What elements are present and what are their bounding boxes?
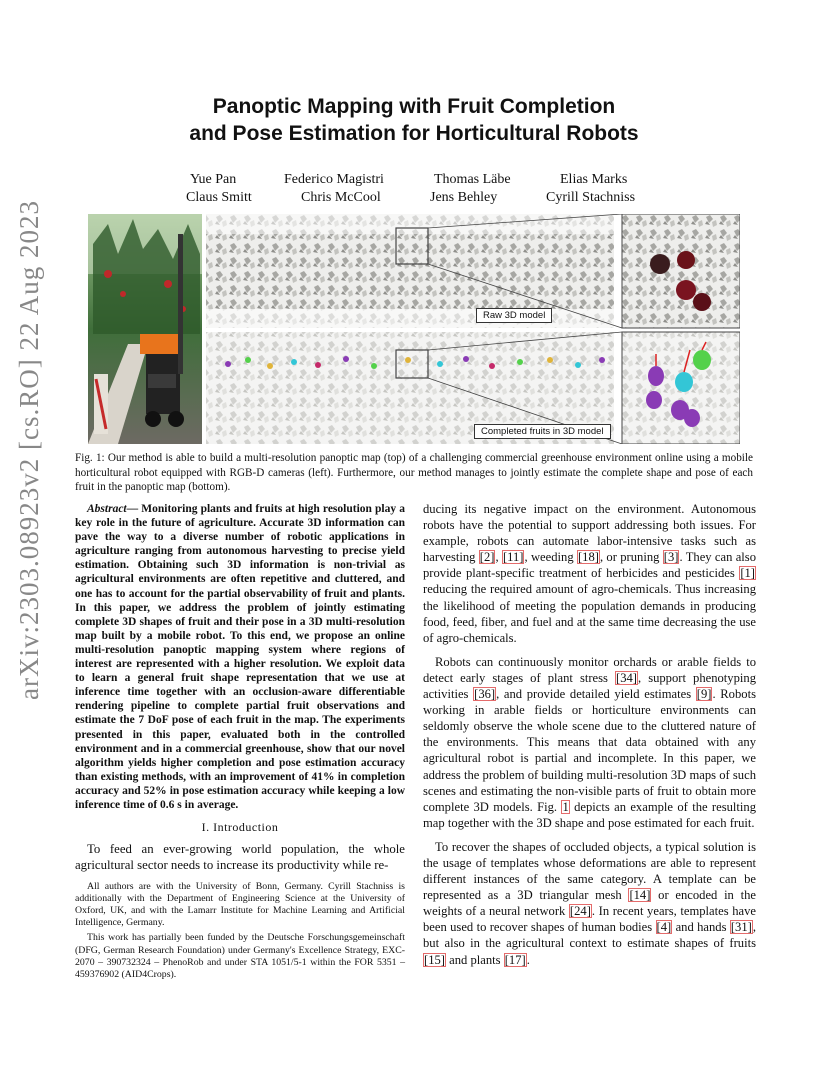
abstract-text: — Monitoring plants and fruits at high resolution play a key role in the future of agriculture. Accurate 3D information can pave the way to a diverse number of robotic applications in agriculture ranging from autonomous harvesting to precise yield estimation. Obtaining such 3D information is non-trivial as agricultural environments are often repetitive and cluttered, and one has to account for the partial observability of fruit and plants. In this paper, we address the problem of jointly estimating complete 3D shapes of fruit and their pose in a 3D multi-resolution map built by a mobile robot. To this end, we propose an online multi-resolution panoptic mapping system where regions of interest are represented with a higher resolution. We exploit data to learn a general fruit shape representation that we use at inference time together with an occlusion-aware differentiable rendering pipeline to complete partial fruit observations and estimate the 7 DoF pose of each fruit in the map. The experiments presented in this paper, evaluated both in the controlled environment and in a commercial greenhouse, show that our novel algorithm yields higher completion and pose estimation accuracy than existing methods, with an improvement of 41% in completion accuracy and 52% in pose estimation accuracy while keeping a low inference time of 0.6 s in average. bbox=[75, 503, 405, 811]
citation-link[interactable]: [24] bbox=[569, 904, 591, 919]
abstract bbox=[75, 502, 405, 812]
text-run: , support phenotyping activities bbox=[423, 670, 756, 702]
arxiv-identifier: arXiv:2303.08923v2 [cs.RO] 22 Aug 2023 bbox=[14, 200, 44, 700]
text-run: , or pruning bbox=[599, 550, 663, 565]
citation-link[interactable]: [2] bbox=[479, 550, 495, 565]
abstract-label: Abstract bbox=[87, 503, 127, 515]
text-run: and plants bbox=[445, 952, 504, 967]
citation-link[interactable]: [14] bbox=[629, 888, 651, 903]
paragraph bbox=[423, 839, 756, 968]
text-run: . Robots working in arable fields or horticulture environments can seldomly observe the whole scene due to the cluttered nature of the environments. This means that data obtained with any agricultural robot is partial and incomplete. In this paper, we address the problem of building multi-resolution 3D maps of such scenes and estimating the non-visible parts of fruit to obtain more complete 3D models. Fig. bbox=[423, 687, 756, 814]
author-name: Thomas Läbe bbox=[434, 172, 511, 187]
paper-title bbox=[100, 93, 728, 147]
citation-link[interactable]: [17] bbox=[504, 952, 526, 967]
text-run: or encoded in the weights of a neural network bbox=[423, 888, 756, 919]
author-name: Jens Behley bbox=[430, 190, 498, 205]
intro-paragraph: To feed an ever-growing world population, the whole agricultural sector needs to increase its productivity while re- bbox=[75, 841, 405, 872]
text-run: and hands bbox=[672, 920, 730, 935]
citation-link[interactable]: [36] bbox=[474, 687, 496, 702]
right-column bbox=[423, 501, 756, 968]
citation-link[interactable]: [9] bbox=[696, 687, 712, 702]
footnote-funding: This work has partially been funded by the Deutsche Forschungsgemeinschaft (DFG, German Research Foundation) under Germany's Excellence Strategy, EXC-2070 – 390732324 – PhenoRob and under STA 1051/5-1 within the FOR 5351 – 459376902 (AID4Crops). bbox=[75, 932, 405, 981]
figure-caption: Fig. 1: Our method is able to build a multi-resolution panoptic map (top) of a challenging commercial greenhouse environment online using a mobile horticultural robot equipped with RGB-D cameras (left). Furthermore, our method manages to jointly estimate the complete shape and pose of each fruit in the panoptic map (bottom). bbox=[75, 452, 753, 494]
text-run: reducing the required amount of agro-chemicals. Thus increasing the likelihood of meeting the population demands in producing food, feed, fiber, and fuel and at the same time decreasing the use of agro-chemicals. bbox=[423, 582, 756, 645]
figure-graphic bbox=[88, 214, 740, 444]
footnote-affiliations: All authors are with the University of Bonn, Germany. Cyrill Stachniss is additionally with the Department of Engineering Science at the University of Oxford, UK, and with the Lamarr Institute for Machine Learning and Artificial Intelligence, Germany. bbox=[75, 880, 405, 929]
zoom-raw bbox=[622, 214, 740, 328]
text-run: Robots can continuously monitor orchards or arable fields to detect early stages of plant stress bbox=[423, 654, 756, 685]
label-raw-3d-model: Raw 3D model bbox=[476, 308, 552, 323]
text-run: . In recent years, templates have been used to recover shapes of human bodies bbox=[423, 904, 756, 935]
text-run: To recover the shapes of occluded objects, a typical solution is the usage of templates whose deformations are able to represent different instances of the same category. A template can be represented as a 3D triangular mesh bbox=[423, 839, 756, 903]
citation-link[interactable]: [18] bbox=[577, 550, 599, 565]
robot-photo bbox=[88, 214, 202, 444]
raw-3d-model bbox=[206, 214, 622, 328]
citation-link[interactable]: [34] bbox=[616, 670, 637, 685]
text-run: , and provide detailed yield estimates bbox=[496, 687, 696, 702]
text-run: depicts an example of the resulting map together with the 3D shape and pose estimated for each fruit. bbox=[423, 799, 756, 830]
zoom-completed bbox=[622, 332, 740, 444]
citation-link[interactable]: [1] bbox=[740, 566, 755, 581]
title-line-2: and Pose Estimation for Horticultural Robots bbox=[189, 122, 639, 145]
author-name: Cyrill Stachniss bbox=[546, 190, 636, 205]
text-run: , bbox=[495, 550, 502, 565]
left-column bbox=[75, 502, 405, 981]
label-completed-fruits: Completed fruits in 3D model bbox=[474, 424, 611, 439]
author-name: Yue Pan bbox=[190, 172, 237, 187]
section-heading: I. Introduction bbox=[201, 820, 279, 835]
figure-1 bbox=[88, 214, 740, 444]
paragraph bbox=[423, 501, 756, 646]
citation-link[interactable]: [15] bbox=[424, 952, 445, 967]
text-run: . They can also provide plant-specific treatment of herbicides and pesticides bbox=[423, 550, 757, 581]
citation-link[interactable]: [4] bbox=[656, 920, 672, 935]
title-line-1: Panoptic Mapping with Fruit Completion bbox=[212, 95, 616, 118]
paragraph bbox=[423, 654, 756, 831]
author-name: Federico Magistri bbox=[284, 172, 384, 187]
citation-link[interactable]: [11] bbox=[502, 550, 524, 565]
text-run: , weeding bbox=[524, 550, 577, 565]
text-run: ducing its negative impact on the environment. Autonomous robots have the potential to support addressing both issues. For example, robots can automate labor-intensive tasks such as harvesting bbox=[423, 502, 756, 565]
text-run: . bbox=[526, 952, 530, 967]
citation-link[interactable]: [3] bbox=[663, 550, 679, 565]
author-name: Elias Marks bbox=[560, 172, 628, 187]
citation-link[interactable]: [31] bbox=[730, 920, 752, 935]
author-name: Chris McCool bbox=[301, 190, 381, 205]
text-run: , but also in the agricultural context to estimate shapes of fruits bbox=[423, 920, 756, 951]
figure-link[interactable]: 1 bbox=[562, 799, 569, 814]
author-name: Claus Smitt bbox=[186, 190, 252, 205]
